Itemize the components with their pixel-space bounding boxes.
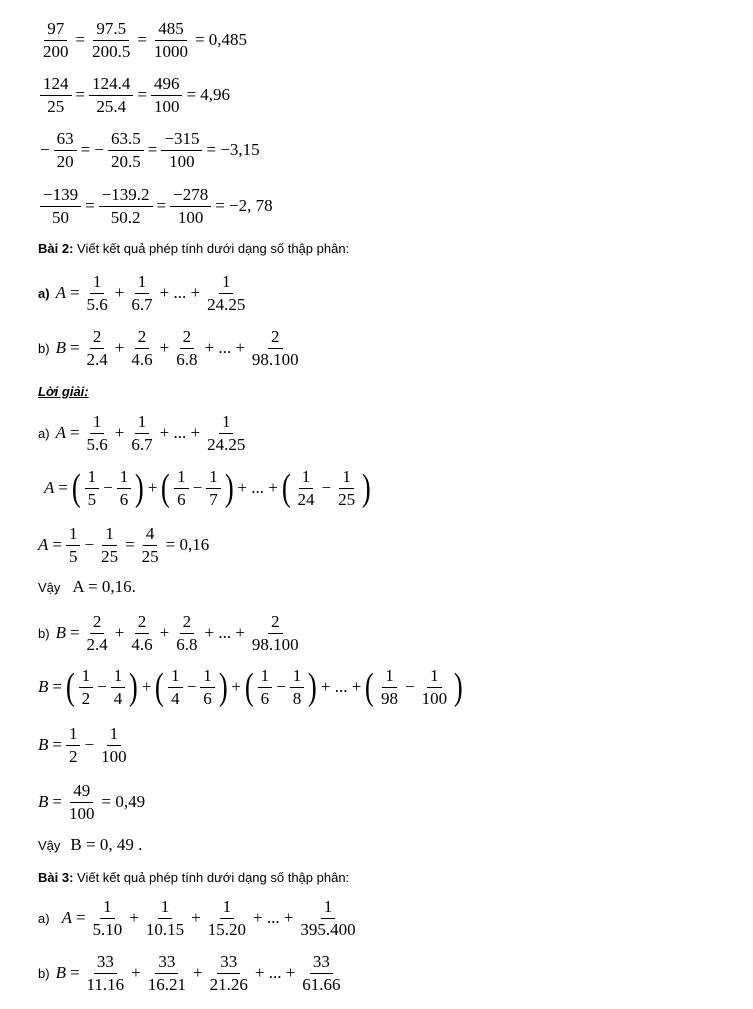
numerator: 1 <box>219 273 234 294</box>
exercise-2b <box>38 328 304 369</box>
denominator: 6.8 <box>176 634 198 654</box>
numerator: −278 <box>170 186 211 207</box>
fraction <box>117 468 132 509</box>
fraction <box>84 328 111 369</box>
numerator: 2 <box>268 328 283 349</box>
plus-sign: + <box>114 423 125 443</box>
denominator: 98.100 <box>251 349 299 369</box>
fraction <box>98 525 121 566</box>
denominator: 10.15 <box>145 919 185 939</box>
plus-sign: + <box>159 623 170 643</box>
fraction <box>139 525 162 566</box>
solution-b-line-4 <box>38 782 147 823</box>
minus-sign: − <box>404 677 415 697</box>
denominator: 5 <box>87 489 97 509</box>
numerator: 1 <box>107 725 122 746</box>
fraction <box>128 613 155 654</box>
numerator: 2 <box>135 328 150 349</box>
numerator: 485 <box>155 20 187 41</box>
numerator: 1 <box>102 525 117 546</box>
denominator: 20 <box>56 151 74 171</box>
fraction <box>128 328 155 369</box>
minus-sign: − <box>97 677 107 697</box>
parenthesized-group: ( $\frac{1}{6}$ − $\frac{1}{7}$ ) <box>161 467 234 510</box>
numerator: 1 <box>79 667 94 688</box>
fraction <box>89 75 133 116</box>
operator: = <box>147 140 158 160</box>
equals-sign: = <box>52 535 62 555</box>
numerator: 1 <box>220 898 235 919</box>
equation-line <box>38 186 275 227</box>
equals-sign: = <box>52 735 62 755</box>
fraction <box>294 468 317 509</box>
denominator: 2.4 <box>86 349 108 369</box>
denominator: 395.400 <box>300 919 356 939</box>
equals-sign: = <box>69 423 80 443</box>
fraction <box>84 413 111 454</box>
fraction <box>128 413 155 454</box>
plus-sign: + <box>114 338 125 358</box>
var-b: B <box>55 623 66 643</box>
equals-sign: = <box>69 338 80 358</box>
denominator: 6.8 <box>176 349 198 369</box>
numerator: 1 <box>174 468 189 489</box>
denominator: 25.4 <box>96 96 127 116</box>
denominator: 25 <box>338 489 356 509</box>
exercise-3a-label: a) <box>38 910 50 926</box>
parenthesized-group: ( $\frac{1}{4}$ − $\frac{1}{6}$ ) <box>155 666 228 709</box>
var-a: A <box>55 283 66 303</box>
var-b: B <box>38 792 49 812</box>
fraction <box>79 667 94 708</box>
denominator: 25 <box>47 96 65 116</box>
equals-sign: = <box>58 478 68 498</box>
equals-sign: = <box>52 792 62 812</box>
minus-sign: − <box>103 478 113 498</box>
denominator: 2 <box>81 688 91 708</box>
ellipsis-sum: + ... + <box>159 283 201 303</box>
numerator: 97 <box>44 20 67 41</box>
exercise-3-text: Viết kết quả phép tính dưới dạng số thập phân: <box>73 870 350 885</box>
numerator: 1 <box>382 667 397 688</box>
denominator: 2.4 <box>86 634 108 654</box>
plus-sign: + <box>131 963 141 983</box>
denominator: 25 <box>141 546 159 566</box>
exercise-3-heading <box>38 870 349 885</box>
solution-label: Lời giải: <box>38 384 89 399</box>
numerator: 33 <box>155 953 178 974</box>
denominator: 98.100 <box>251 634 299 654</box>
var-b: B <box>55 338 66 358</box>
fraction <box>207 953 251 994</box>
fraction <box>378 667 401 708</box>
conclusion-label: Vậy <box>38 579 61 595</box>
operator: = <box>85 196 95 216</box>
denominator: 100 <box>101 746 127 766</box>
fraction <box>200 667 215 708</box>
numerator: 1 <box>85 468 100 489</box>
operator: = −3,15 <box>206 140 260 160</box>
denominator: 20.5 <box>111 151 141 171</box>
denominator: 6.7 <box>131 434 153 454</box>
equals-sign: = <box>125 535 135 555</box>
denominator: 21.26 <box>209 974 248 994</box>
operator: = <box>137 30 147 50</box>
numerator: 1 <box>111 667 126 688</box>
ellipsis-sum: + ... + <box>254 963 296 983</box>
fraction <box>145 953 189 994</box>
solution-b-line-3 <box>38 725 132 766</box>
denominator: 98 <box>380 688 398 708</box>
solution-a-line-3 <box>38 525 211 566</box>
denominator: 4.6 <box>131 634 153 654</box>
result-value: = 0,49 <box>101 792 146 812</box>
fraction <box>84 613 111 654</box>
numerator: 1 <box>299 468 314 489</box>
numerator: 49 <box>70 782 93 803</box>
fraction <box>151 75 183 116</box>
numerator: 124 <box>40 75 72 96</box>
fraction <box>89 20 133 61</box>
minus-sign: − <box>84 735 95 755</box>
parenthesized-group: ( $\frac{1}{5}$ − $\frac{1}{6}$ ) <box>71 467 144 510</box>
var-a: A <box>55 423 66 443</box>
denominator: 8 <box>292 688 302 708</box>
fraction <box>174 468 189 509</box>
parenthesized-group: ( $\frac{1}{2}$ − $\frac{1}{4}$ ) <box>65 666 138 709</box>
operator: = 4,96 <box>186 85 231 105</box>
numerator: 2 <box>135 613 150 634</box>
minus-sign: − <box>192 478 203 498</box>
fraction <box>419 667 451 708</box>
result-value: = 0,16 <box>165 535 210 555</box>
exercise-2a <box>38 273 250 314</box>
denominator: 2 <box>68 746 78 766</box>
fraction <box>98 725 130 766</box>
fraction <box>299 953 343 994</box>
equation-line <box>38 75 232 116</box>
conclusion-text: B = 0, 49 . <box>70 835 143 854</box>
fraction <box>40 20 72 61</box>
operator: − <box>40 140 50 160</box>
equals-sign: = <box>69 283 80 303</box>
plus-sign: + <box>141 677 152 697</box>
ellipsis-sum: + ... + <box>204 338 245 358</box>
fraction <box>108 130 144 171</box>
fraction <box>143 898 187 939</box>
exercise-2-heading <box>38 241 349 256</box>
exercise-3-label: Bài 3: <box>38 870 74 885</box>
plus-sign: + <box>231 677 241 697</box>
denominator: 24.25 <box>207 294 246 314</box>
exercise-3b-label: b) <box>38 965 50 981</box>
numerator: 2 <box>180 328 195 349</box>
denominator: 100 <box>169 151 195 171</box>
fraction <box>84 953 128 994</box>
plus-sign: + <box>193 963 203 983</box>
fraction <box>40 186 81 227</box>
exercise-2a-label: a) <box>38 285 50 301</box>
plus-sign: + <box>191 908 201 928</box>
fraction <box>66 725 81 766</box>
solution-heading <box>38 384 89 399</box>
numerator: 1 <box>158 898 173 919</box>
denominator: 25 <box>101 546 119 566</box>
denominator: 6 <box>260 688 270 708</box>
denominator: 5.6 <box>86 294 108 314</box>
fraction <box>206 468 221 509</box>
denominator: 5.6 <box>86 434 108 454</box>
denominator: 100 <box>177 207 204 227</box>
fraction <box>54 130 77 171</box>
numerator: 1 <box>66 525 81 546</box>
numerator: 4 <box>143 525 158 546</box>
plus-sign: + <box>129 908 139 928</box>
denominator: 6.7 <box>131 294 153 314</box>
fraction <box>66 525 81 566</box>
minus-sign: − <box>186 677 197 697</box>
solution-b-line-2 <box>38 667 465 708</box>
numerator: 1 <box>290 667 305 688</box>
numerator: −139.2 <box>99 186 153 207</box>
denominator: 100 <box>421 688 448 708</box>
parenthesized-group: ( $\frac{1}{24}$ − $\frac{1}{25}$ ) <box>281 467 371 510</box>
equals-sign: = <box>69 623 80 643</box>
denominator: 24 <box>297 489 315 509</box>
solution-b-label: b) <box>38 625 50 641</box>
denominator: 4 <box>113 688 123 708</box>
operator: = −2, 78 <box>215 196 273 216</box>
fraction <box>85 468 100 509</box>
fraction <box>161 130 202 171</box>
denominator: 11.16 <box>86 974 125 994</box>
denominator: 24.25 <box>207 434 246 454</box>
numerator: 1 <box>206 468 221 489</box>
numerator: 124.4 <box>89 75 133 96</box>
solution-a-conclusion <box>38 577 136 597</box>
numerator: 1 <box>321 898 336 919</box>
minus-sign: − <box>276 677 286 697</box>
equation-line <box>38 20 249 61</box>
fraction <box>249 613 302 654</box>
numerator: 33 <box>217 953 240 974</box>
fraction <box>66 782 98 823</box>
plus-sign: + <box>114 623 125 643</box>
exercise-2-label: Bài 2: <box>38 241 74 256</box>
ellipsis-sum: + ... + <box>320 677 362 697</box>
numerator: −139 <box>40 186 81 207</box>
denominator: 50 <box>52 207 70 227</box>
numerator: 496 <box>151 75 183 96</box>
ellipsis-sum: + ... + <box>252 908 294 928</box>
fraction <box>151 20 191 61</box>
numerator: 1 <box>339 468 354 489</box>
numerator: 2 <box>90 613 105 634</box>
numerator: 63.5 <box>108 130 144 151</box>
fraction <box>173 613 200 654</box>
numerator: 1 <box>135 413 150 434</box>
numerator: 97.5 <box>93 20 129 41</box>
parenthesized-group: ( $\frac{1}{98}$ − $\frac{1}{100}$ ) <box>365 666 463 709</box>
denominator: 200.5 <box>92 41 131 61</box>
numerator: 1 <box>100 898 115 919</box>
denominator: 4 <box>171 688 180 708</box>
fraction <box>290 667 305 708</box>
ellipsis-sum: + ... + <box>237 478 278 498</box>
denominator: 1000 <box>153 41 188 61</box>
var-b: B <box>38 677 49 697</box>
exercise-3a <box>38 898 361 939</box>
numerator: −315 <box>161 130 202 151</box>
equals-sign: = <box>75 908 86 928</box>
denominator: 4.6 <box>131 349 153 369</box>
var-a: A <box>61 908 72 928</box>
parenthesized-group: ( $\frac{1}{6}$ − $\frac{1}{8}$ ) <box>244 666 317 709</box>
ellipsis-sum: + ... + <box>204 623 245 643</box>
solution-a-line-1 <box>38 413 250 454</box>
fraction <box>297 898 358 939</box>
equation-line <box>38 130 262 171</box>
fraction <box>111 667 126 708</box>
plus-sign: + <box>159 338 170 358</box>
fraction <box>258 667 273 708</box>
denominator: 5.10 <box>92 919 123 939</box>
denominator: 100 <box>68 803 95 823</box>
numerator: 1 <box>90 273 105 294</box>
fraction <box>173 328 200 369</box>
operator: = <box>75 30 86 50</box>
conclusion-text: A = 0,16. <box>72 577 136 596</box>
denominator: 6 <box>119 489 129 509</box>
operator: = <box>156 196 167 216</box>
denominator: 7 <box>209 489 218 509</box>
numerator: 33 <box>94 953 117 974</box>
numerator: 2 <box>268 613 283 634</box>
operator: = 0,485 <box>194 30 248 50</box>
solution-b-line-1 <box>38 613 304 654</box>
numerator: 1 <box>117 468 132 489</box>
fraction <box>204 413 248 454</box>
denominator: 16.21 <box>147 974 187 994</box>
var-b: B <box>38 735 49 755</box>
numerator: 1 <box>66 725 81 746</box>
exercise-2b-label: b) <box>38 340 50 356</box>
fraction <box>205 898 249 939</box>
ellipsis-sum: + ... + <box>159 423 201 443</box>
operator: = − <box>80 140 105 160</box>
exercise-3b <box>38 953 346 994</box>
denominator: 50.2 <box>110 207 141 227</box>
operator: = <box>137 85 147 105</box>
numerator: 1 <box>168 667 183 688</box>
denominator: 200 <box>43 41 69 61</box>
exercise-2-text: Viết kết quả phép tính dưới dạng số thập phân: <box>73 241 350 256</box>
fraction <box>204 273 248 314</box>
numerator: 63 <box>54 130 77 151</box>
var-b: B <box>55 963 66 983</box>
var-a: A <box>44 478 55 498</box>
denominator: 15.20 <box>207 919 246 939</box>
solution-a-label: a) <box>38 425 50 441</box>
fraction <box>90 898 126 939</box>
denominator: 6 <box>177 489 186 509</box>
plus-sign: + <box>114 283 125 303</box>
fraction <box>99 186 153 227</box>
fraction <box>170 186 211 227</box>
fraction <box>84 273 111 314</box>
numerator: 1 <box>200 667 215 688</box>
operator: = <box>75 85 86 105</box>
numerator: 2 <box>180 613 195 634</box>
equals-sign: = <box>52 677 62 697</box>
plus-sign: + <box>147 478 158 498</box>
fraction <box>168 667 183 708</box>
fraction <box>335 468 358 509</box>
numerator: 1 <box>219 413 234 434</box>
numerator: 1 <box>258 667 273 688</box>
denominator: 6 <box>203 688 212 708</box>
numerator: 1 <box>427 667 442 688</box>
equals-sign: = <box>69 963 80 983</box>
solution-a-line-2 <box>44 468 373 509</box>
minus-sign: − <box>84 535 95 555</box>
denominator: 5 <box>68 546 78 566</box>
fraction <box>40 75 72 116</box>
fraction <box>249 328 302 369</box>
numerator: 1 <box>135 273 150 294</box>
solution-b-conclusion <box>38 835 142 855</box>
fraction <box>128 273 155 314</box>
var-a: A <box>38 535 49 555</box>
numerator: 33 <box>310 953 333 974</box>
numerator: 2 <box>90 328 105 349</box>
minus-sign: − <box>321 478 332 498</box>
conclusion-label: Vậy <box>38 837 61 853</box>
denominator: 100 <box>153 96 180 116</box>
numerator: 1 <box>90 413 105 434</box>
denominator: 61.66 <box>302 974 341 994</box>
